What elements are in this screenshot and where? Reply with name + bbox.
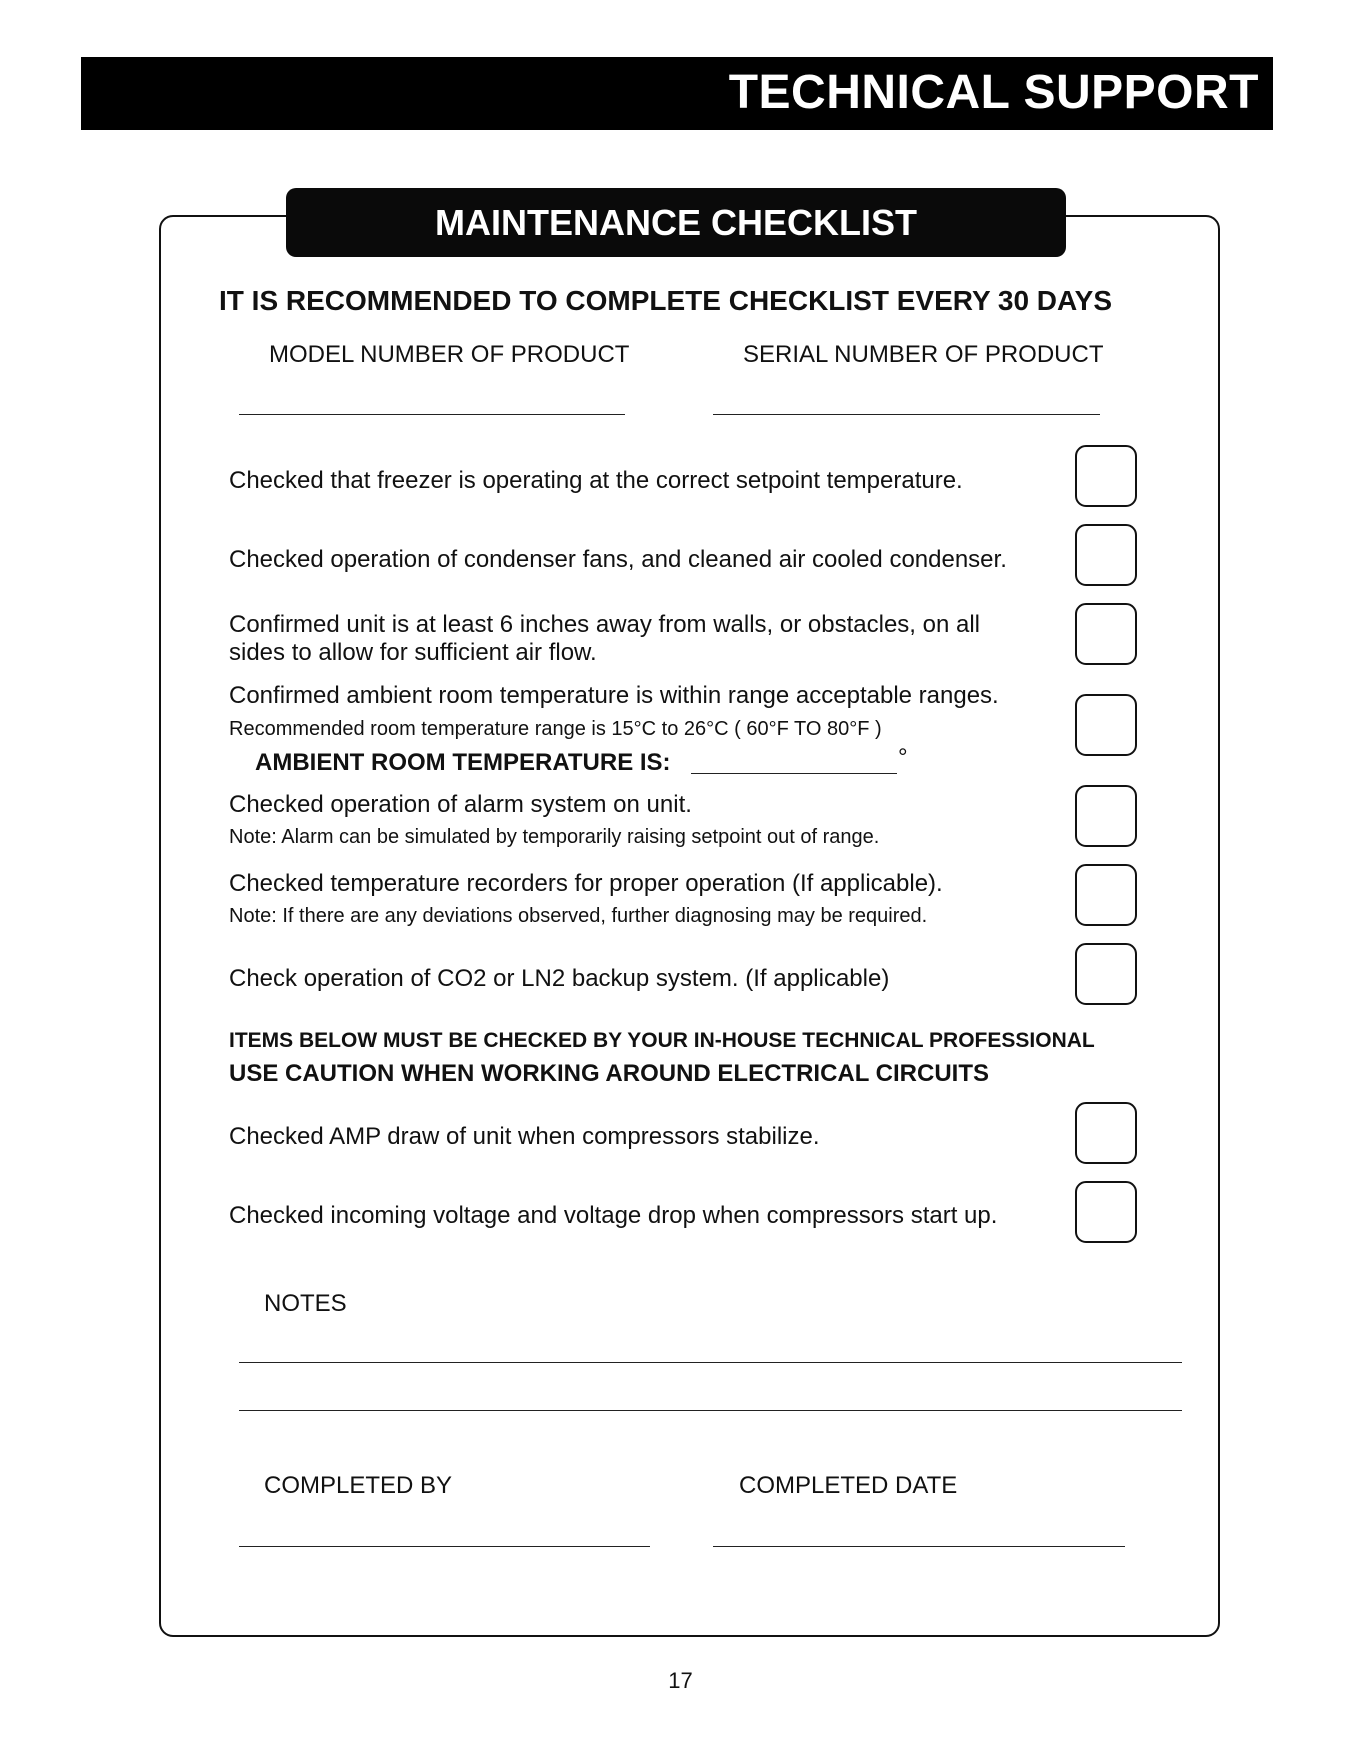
checklist-item-ambient: Confirmed ambient room temperature is within range acceptable ranges.: [229, 682, 999, 709]
checkbox-alarm[interactable]: [1075, 785, 1137, 847]
page-number: 17: [668, 1668, 693, 1693]
completed-date-label: COMPLETED DATE: [739, 1472, 958, 1499]
checkbox-recorders[interactable]: [1075, 864, 1137, 926]
checkbox-backup[interactable]: [1075, 943, 1137, 1005]
checklist-item-alarm: Checked operation of alarm system on unit.: [229, 791, 692, 818]
checkbox-condenser[interactable]: [1075, 524, 1137, 586]
checkbox-clearance[interactable]: [1075, 603, 1137, 665]
notes-line-2[interactable]: [239, 1410, 1182, 1411]
header-bar: [81, 57, 1273, 130]
ambient-temperature-label: AMBIENT ROOM TEMPERATURE IS:: [255, 749, 671, 776]
checklist-item-clearance-line2: sides to allow for sufficient air flow.: [229, 639, 597, 666]
checklist-item-recorders: Checked temperature recorders for proper operation (If applicable).: [229, 870, 943, 897]
checkbox-voltage[interactable]: [1075, 1181, 1137, 1243]
checklist-title: MAINTENANCE CHECKLIST: [286, 188, 1066, 257]
ambient-temperature-field[interactable]: [691, 773, 897, 774]
checklist-item-clearance: Confirmed unit is at least 6 inches away from walls, or obstacles, on all: [229, 611, 980, 638]
technical-warning: ITEMS BELOW MUST BE CHECKED BY YOUR IN-HOUSE TECHNICAL PROFESSIONAL: [229, 1029, 1095, 1052]
completed-date-field[interactable]: [713, 1546, 1125, 1547]
checklist-item-amp-draw: Checked AMP draw of unit when compressors stabilize.: [229, 1123, 820, 1150]
serial-number-field[interactable]: [713, 414, 1100, 415]
serial-number-label: SERIAL NUMBER OF PRODUCT: [743, 341, 1104, 368]
recorders-note: Note: If there are any deviations observed, further diagnosing may be required.: [229, 905, 928, 927]
alarm-note: Note: Alarm can be simulated by temporarily raising setpoint out of range.: [229, 826, 880, 848]
page-section-title: TECHNICAL SUPPORT: [728, 66, 1259, 119]
completed-by-label: COMPLETED BY: [264, 1472, 453, 1499]
model-number-field[interactable]: [239, 414, 625, 415]
checklist-item-setpoint: Checked that freezer is operating at the correct setpoint temperature.: [229, 467, 963, 494]
checklist-item-voltage: Checked incoming voltage and voltage drop when compressors start up.: [229, 1202, 998, 1229]
caution-text: USE CAUTION WHEN WORKING AROUND ELECTRICAL CIRCUITS: [229, 1060, 989, 1087]
checklist-item-condenser: Checked operation of condenser fans, and cleaned air cooled condenser.: [229, 546, 1007, 573]
checkbox-ambient[interactable]: [1075, 694, 1137, 756]
degree-symbol: °: [898, 744, 908, 771]
completed-by-field[interactable]: [239, 1546, 650, 1547]
ambient-note: Recommended room temperature range is 15°C to 26°C ( 60°F TO 80°F ): [229, 718, 882, 740]
recommendation-text: IT IS RECOMMENDED TO COMPLETE CHECKLIST EVERY 30 DAYS: [219, 285, 1113, 316]
model-number-label: MODEL NUMBER OF PRODUCT: [269, 341, 630, 368]
checkbox-amp-draw[interactable]: [1075, 1102, 1137, 1164]
notes-line-1[interactable]: [239, 1362, 1182, 1363]
checklist-item-backup: Check operation of CO2 or LN2 backup system. (If applicable): [229, 965, 890, 992]
notes-label: NOTES: [264, 1290, 347, 1317]
checkbox-setpoint[interactable]: [1075, 445, 1137, 507]
